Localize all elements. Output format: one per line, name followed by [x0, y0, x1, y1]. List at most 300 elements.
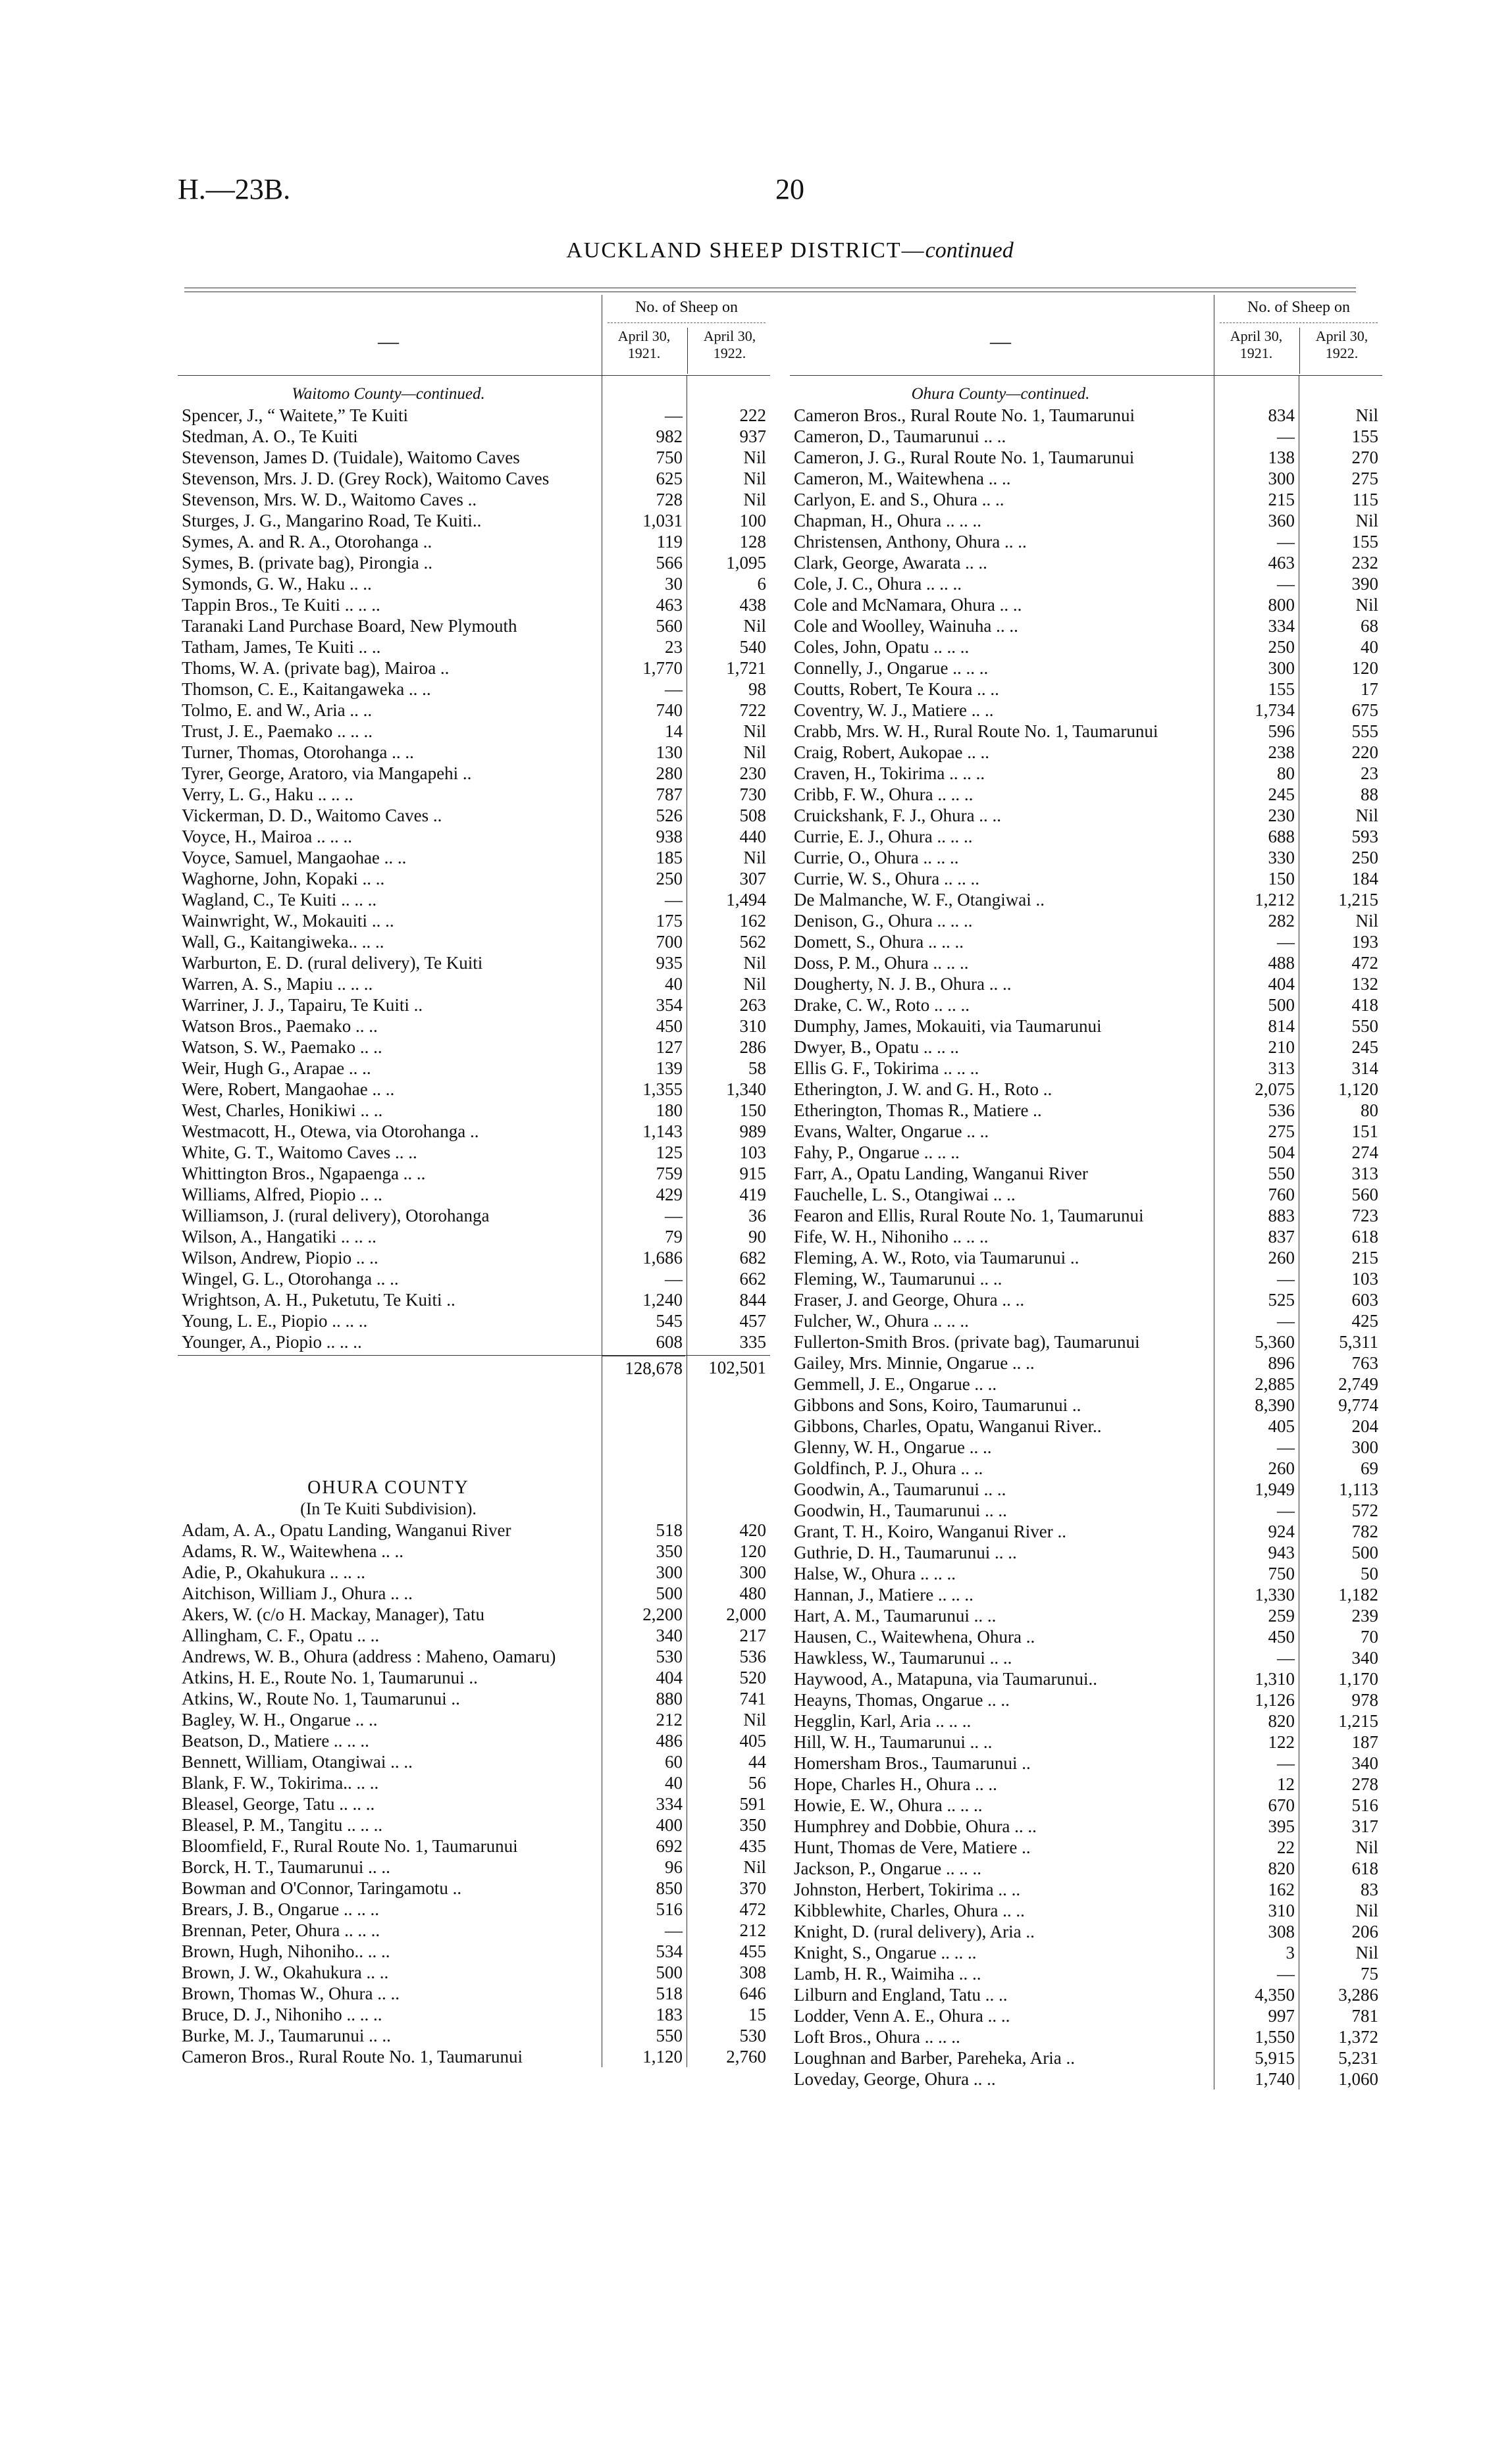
table-row: [790, 721, 1382, 742]
sheep-1921: 2,200: [642, 1604, 683, 1624]
owner-name: Bloomfield, F., Rural Route No. 1, Taumarunui: [182, 1836, 518, 1856]
sheep-1921: 334: [1268, 616, 1295, 636]
sheep-1922: 978: [1351, 1690, 1378, 1710]
table-row: [790, 1837, 1382, 1858]
owner-name: Cameron Bros., Rural Route No. 1, Taumarunui: [182, 2047, 523, 2066]
sheep-1921: 180: [656, 1100, 683, 1120]
table-row: [178, 1793, 770, 1814]
sheep-1921: 500: [656, 1963, 683, 1982]
table-row: [178, 2046, 770, 2067]
sheep-1922: Nil: [1355, 806, 1378, 825]
sheep-1922: 286: [739, 1037, 766, 1057]
page-reference: H.—23B.: [178, 173, 291, 205]
owner-name: Brown, J. W., Okahukura .. ..: [182, 1963, 389, 1982]
table-row: [178, 1878, 770, 1899]
table-row: [790, 447, 1382, 468]
owner-name: Gibbons, Charles, Opatu, Wanganui River..: [794, 1416, 1102, 1436]
owner-name: Chapman, H., Ohura .. .. ..: [794, 511, 981, 530]
sheep-1922: 150: [739, 1100, 766, 1120]
table-row: [790, 2026, 1382, 2047]
owner-name: Gibbons and Sons, Koiro, Taumarunui ..: [794, 1395, 1081, 1415]
sheep-1921: —: [1277, 1964, 1295, 1984]
sheep-1922: 915: [739, 1164, 766, 1183]
sheep-1922: 193: [1351, 932, 1378, 952]
sheep-1921: 450: [656, 1016, 683, 1036]
table-row: [790, 1816, 1382, 1837]
sheep-1921: 463: [656, 595, 683, 615]
table-row: [178, 1247, 770, 1268]
table-row: [178, 1163, 770, 1184]
sheep-1921: 429: [656, 1185, 683, 1204]
sheep-1921: 12: [1277, 1774, 1295, 1794]
sheep-1921: 608: [656, 1332, 683, 1352]
left-rows-waitomo: [178, 405, 770, 1352]
sheep-1922: 217: [739, 1626, 766, 1645]
sheep-1922: 308: [739, 1963, 766, 1982]
sheep-1921: 450: [1268, 1627, 1295, 1647]
sheep-1921: 1,143: [642, 1121, 683, 1141]
table-row: [178, 700, 770, 721]
table-row: [178, 405, 770, 426]
sheep-1921: 14: [665, 721, 683, 741]
sheep-1921: 238: [1268, 742, 1295, 762]
sheep-1922: 1,170: [1338, 1669, 1378, 1689]
sheep-1921: 834: [1268, 405, 1295, 425]
owner-name: Loft Bros., Ohura .. .. ..: [794, 2027, 960, 2047]
owner-name: Cribb, F. W., Ohura .. .. ..: [794, 784, 974, 804]
owner-name: Bleasel, P. M., Tangitu .. .. ..: [182, 1815, 383, 1835]
sheep-1922: Nil: [1355, 595, 1378, 615]
sheep-1922: 75: [1361, 1964, 1378, 1984]
owner-name: Etherington, J. W. and G. H., Roto ..: [794, 1079, 1053, 1099]
table-row: [790, 1121, 1382, 1142]
sheep-1921: —: [1277, 932, 1295, 952]
sheep-1922: 151: [1351, 1121, 1378, 1141]
owner-name: Gemmell, J. E., Ongarue .. ..: [794, 1374, 997, 1394]
sheep-1921: —: [1277, 1501, 1295, 1520]
year-1922-header: April 30, 1922.: [687, 328, 771, 374]
table-row: [178, 1772, 770, 1793]
sheep-1921: 122: [1268, 1732, 1295, 1752]
table-row: [790, 1331, 1382, 1352]
table-row: [178, 1142, 770, 1163]
table-row: [178, 1941, 770, 1962]
table-row: [790, 1521, 1382, 1542]
sheep-1922: Nil: [1355, 1901, 1378, 1920]
table-row: [790, 1079, 1382, 1100]
owner-name: Jackson, P., Ongarue .. .. ..: [794, 1859, 981, 1878]
sheep-1921: 230: [1268, 806, 1295, 825]
table-row: [790, 784, 1382, 805]
sheep-1921: 740: [656, 700, 683, 720]
sheep-1922: 646: [739, 1984, 766, 2003]
owner-name: Drake, C. W., Roto .. .. ..: [794, 995, 970, 1015]
table-row: [178, 426, 770, 447]
table-row: [790, 1458, 1382, 1479]
owner-name: Fleming, W., Taumarunui .. ..: [794, 1269, 1002, 1289]
sheep-1921: 259: [1268, 1606, 1295, 1626]
sheep-1921: 560: [656, 616, 683, 636]
table-row: [178, 1730, 770, 1751]
sheep-1921: 215: [1268, 490, 1295, 509]
page-number: 20: [775, 173, 804, 205]
sheep-1921: 700: [656, 932, 683, 952]
sheep-1922: 5,311: [1339, 1332, 1378, 1352]
table-row: [790, 1205, 1382, 1226]
owner-name: Cameron, M., Waitewhena .. ..: [794, 469, 1011, 488]
owner-name: Kibblewhite, Charles, Ohura .. ..: [794, 1901, 1025, 1920]
sheep-1922: 313: [1351, 1164, 1378, 1183]
sheep-1922: 500: [1351, 1543, 1378, 1562]
sheep-1922: 230: [739, 763, 766, 783]
owner-name: Hegglin, Karl, Aria .. .. ..: [794, 1711, 972, 1731]
owner-name: Fauchelle, L. S., Otangiwai .. ..: [794, 1185, 1016, 1204]
owner-name: Coutts, Robert, Te Koura .. ..: [794, 679, 999, 699]
table-row: [178, 1205, 770, 1226]
sheep-1921: 924: [1268, 1522, 1295, 1541]
sheep-1922: 120: [1351, 658, 1378, 678]
table-row: [178, 510, 770, 531]
owner-name: Cameron Bros., Rural Route No. 1, Taumarunui: [794, 405, 1135, 425]
sheep-1921: 550: [1268, 1164, 1295, 1183]
sheep-1921: 300: [656, 1562, 683, 1582]
owner-name: Trust, J. E., Paemako .. .. ..: [182, 721, 373, 741]
owner-name: Tyrer, George, Aratoro, via Mangapehi ..: [182, 763, 472, 783]
sheep-1921: —: [1277, 1437, 1295, 1457]
table-row: [790, 700, 1382, 721]
sheep-1922: 741: [739, 1689, 766, 1708]
table-row: [178, 1100, 770, 1121]
table-row: [790, 1268, 1382, 1289]
table-row: [790, 531, 1382, 552]
sheep-1922: 550: [1351, 1016, 1378, 1036]
owner-name: Howie, E. W., Ohura .. .. ..: [794, 1795, 983, 1815]
sheep-1921: 330: [1268, 848, 1295, 867]
sheep-1921: 119: [656, 532, 683, 552]
table-row: [790, 1584, 1382, 1605]
owner-name: West, Charles, Honikiwi .. ..: [182, 1100, 383, 1120]
sheep-1922: 206: [1351, 1922, 1378, 1941]
table-row: [178, 1709, 770, 1730]
table-row: [178, 1541, 770, 1562]
owner-name: Dwyer, B., Opatu .. .. ..: [794, 1037, 959, 1057]
owner-name: Dougherty, N. J. B., Ohura .. ..: [794, 974, 1012, 994]
table-row: [790, 1163, 1382, 1184]
sheep-1922: Nil: [743, 616, 766, 636]
sheep-1921: —: [665, 679, 683, 699]
sheep-1922: 1,494: [726, 890, 766, 910]
table-row: [790, 1879, 1382, 1900]
sheep-1921: 463: [1268, 553, 1295, 573]
sheep-1922: 508: [739, 806, 766, 825]
owner-name: Connelly, J., Ongarue .. .. ..: [794, 658, 989, 678]
table-row: [790, 468, 1382, 489]
owner-name: Fullerton-Smith Bros. (private bag), Taumarunui: [794, 1332, 1140, 1352]
sheep-1922: 220: [1351, 742, 1378, 762]
sheep-1921: 282: [1268, 911, 1295, 931]
table-row: [790, 552, 1382, 573]
sheep-1922: 2,749: [1338, 1374, 1378, 1394]
table-row: [790, 1753, 1382, 1774]
sheep-1921: 175: [656, 911, 683, 931]
sheep-1922: 455: [739, 1941, 766, 1961]
sheep-1921: 250: [656, 869, 683, 888]
sheep-1922: 132: [1351, 974, 1378, 994]
sheep-1922: 520: [739, 1668, 766, 1687]
table-row: [178, 973, 770, 994]
table-row: [790, 636, 1382, 657]
sheep-1922: 390: [1351, 574, 1378, 594]
sheep-1922: 420: [739, 1520, 766, 1540]
owner-name: Watson, S. W., Paemako .. ..: [182, 1037, 382, 1057]
sheep-1922: 155: [1351, 426, 1378, 446]
sheep-1922: 300: [739, 1562, 766, 1582]
owner-name: Tolmo, E. and W., Aria .. ..: [182, 700, 373, 720]
sheep-1921: 750: [1268, 1564, 1295, 1583]
sheep-1922: Nil: [743, 1857, 766, 1877]
sheep-1922: 3,286: [1338, 1985, 1378, 2005]
sheep-1922: 50: [1361, 1564, 1378, 1583]
sheep-1922: 70: [1361, 1627, 1378, 1647]
table-row: [178, 1583, 770, 1604]
owner-name: Christensen, Anthony, Ohura .. ..: [794, 532, 1027, 552]
table-row: [790, 405, 1382, 426]
owner-name: Knight, S., Ongarue .. .. ..: [794, 1943, 977, 1963]
sheep-1921: 40: [665, 1773, 683, 1793]
owner-name: White, G. T., Waitomo Caves .. ..: [182, 1142, 417, 1162]
table-row: [178, 1562, 770, 1583]
header-divider: [1220, 322, 1378, 323]
sheep-1922: 204: [1351, 1416, 1378, 1436]
owner-name: Goodwin, A., Taumarunui .. ..: [794, 1479, 1006, 1499]
sheep-1921: 300: [1268, 658, 1295, 678]
owner-name: Etherington, Thomas R., Matiere ..: [794, 1100, 1042, 1120]
sheep-1922: 782: [1351, 1522, 1378, 1541]
table-row: [790, 826, 1382, 847]
sheep-1921: 5,915: [1255, 2048, 1295, 2068]
sheep-1922: Nil: [743, 1710, 766, 1730]
sheep-1922: 314: [1351, 1058, 1378, 1078]
total-row: [178, 1355, 770, 1379]
left-table-body: [178, 376, 770, 2067]
sheep-1922: 2,000: [726, 1604, 766, 1624]
owner-name: Fraser, J. and George, Ohura .. ..: [794, 1290, 1025, 1310]
sheep-1921: 759: [656, 1164, 683, 1183]
sheep-1922: 232: [1351, 553, 1378, 573]
ohura-county-heading: OHURA COUNTY: [307, 1477, 469, 1498]
table-row: [790, 763, 1382, 784]
owner-name: Carlyon, E. and S., Ohura .. ..: [794, 490, 1004, 509]
owner-name: Loveday, George, Ohura .. ..: [794, 2069, 996, 2089]
sheep-1922: 1,215: [1338, 1711, 1378, 1731]
sheep-1922: 1,182: [1338, 1585, 1378, 1604]
table-row: [178, 657, 770, 679]
table-row: [178, 679, 770, 700]
table-row: [790, 1921, 1382, 1942]
table-row: [178, 2025, 770, 2046]
sheep-1922: 215: [1351, 1248, 1378, 1268]
sheep-1921: —: [1277, 1753, 1295, 1773]
sheep-1922: Nil: [743, 490, 766, 509]
sheep-1921: —: [1277, 1269, 1295, 1289]
sheep-1922: 245: [1351, 1037, 1378, 1057]
owner-name: Watson Bros., Paemako .. ..: [182, 1016, 378, 1036]
sheep-1922: 603: [1351, 1290, 1378, 1310]
sheep-1921: 850: [656, 1878, 683, 1898]
sheep-1922: 184: [1351, 869, 1378, 888]
owner-name: Verry, L. G., Haku .. .. ..: [182, 784, 353, 804]
sheep-1922: 340: [1351, 1753, 1378, 1773]
section-heading-text: Ohura County—continued.: [911, 385, 1090, 403]
owner-name: Williamson, J. (rural delivery), Otorohanga: [182, 1206, 490, 1225]
owner-name: Wainwright, W., Mokauiti .. ..: [182, 911, 394, 931]
table-row: [178, 742, 770, 763]
sheep-1921: 96: [665, 1857, 683, 1877]
total-label: [178, 1356, 602, 1379]
owner-name: Hart, A. M., Taumarunui .. ..: [794, 1606, 997, 1626]
sheep-1922: 555: [1351, 721, 1378, 741]
table-row: [178, 1520, 770, 1541]
owner-name: Voyce, H., Mairoa .. .. ..: [182, 827, 352, 846]
table-row: [790, 426, 1382, 447]
sheep-1921: 625: [656, 469, 683, 488]
table-row: [178, 552, 770, 573]
right-table-body: [790, 376, 1382, 2090]
table-row: [790, 1100, 1382, 1121]
sheep-count-header: [602, 295, 771, 375]
table-row: [790, 1247, 1382, 1268]
sheep-1921: —: [665, 890, 683, 910]
sheep-1922: 9,774: [1338, 1395, 1378, 1415]
table-row: [790, 1774, 1382, 1795]
owner-name: Young, L. E., Piopio .. .. ..: [182, 1311, 368, 1331]
sheep-1922: 270: [1351, 448, 1378, 467]
sheep-1921: 310: [1268, 1901, 1295, 1920]
sheep-1922: 480: [739, 1583, 766, 1603]
sheep-1922: 1,215: [1338, 890, 1378, 910]
owner-name: Turner, Thomas, Otorohanga .. ..: [182, 742, 414, 762]
table-row: [178, 1289, 770, 1310]
sheep-1922: 310: [739, 1016, 766, 1036]
sheep-1921: 8,390: [1255, 1395, 1295, 1415]
sheep-1921: 488: [1268, 953, 1295, 973]
sheep-1922: 317: [1351, 1816, 1378, 1836]
owner-name: Burke, M. J., Taumarunui .. ..: [182, 2026, 391, 2045]
owner-name: Brears, J. B., Ongarue .. .. ..: [182, 1899, 379, 1919]
owner-name: Glenny, W. H., Ongarue .. ..: [794, 1437, 992, 1457]
owner-name: Denison, G., Ohura .. .. ..: [794, 911, 973, 931]
sheep-1922: Nil: [1355, 1943, 1378, 1963]
table-row: [790, 1563, 1382, 1584]
sheep-1922: 1,113: [1339, 1479, 1378, 1499]
table-row: [178, 1835, 770, 1857]
sheep-1922: 418: [1351, 995, 1378, 1015]
sheep-1922: 440: [739, 827, 766, 846]
sheep-1921: 1,355: [642, 1079, 683, 1099]
sheep-1922: 593: [1351, 827, 1378, 846]
total-1922: 102,501: [708, 1358, 766, 1377]
table-row: [790, 573, 1382, 594]
sheep-1922: 730: [739, 784, 766, 804]
owner-name: Stevenson, James D. (Tuidale), Waitomo Caves: [182, 448, 520, 467]
sheep-1921: 313: [1268, 1058, 1295, 1078]
table-row: [178, 1962, 770, 1983]
sheep-1921: 334: [656, 1794, 683, 1814]
owner-name: Williams, Alfred, Piopio .. ..: [182, 1185, 382, 1204]
owner-name: Bleasel, George, Tatu .. .. ..: [182, 1794, 375, 1814]
sheep-1922: 263: [739, 995, 766, 1015]
owner-name: Cole and Woolley, Wainuha .. ..: [794, 616, 1018, 636]
owner-name: Dumphy, James, Mokauiti, via Taumarunui: [794, 1016, 1102, 1036]
owner-name: Fulcher, W., Ohura .. .. ..: [794, 1311, 969, 1331]
right-table-header: [790, 295, 1382, 376]
table-row: [790, 1142, 1382, 1163]
sheep-1922: 1,120: [1338, 1079, 1378, 1099]
sheep-1921: 400: [656, 1815, 683, 1835]
sheep-1921: —: [1277, 532, 1295, 552]
sheep-1922: 618: [1351, 1227, 1378, 1246]
owner-name: Were, Robert, Mangaohae .. ..: [182, 1079, 395, 1099]
owner-name: Bruce, D. J., Nihoniho .. .. ..: [182, 2005, 382, 2024]
sheep-1922: 591: [739, 1794, 766, 1814]
table-row: [790, 1668, 1382, 1689]
owner-name: Atkins, H. E., Route No. 1, Taumarunui ..: [182, 1668, 478, 1687]
sheep-1922: 69: [1361, 1458, 1378, 1478]
owner-name: Adam, A. A., Opatu Landing, Wanganui River: [182, 1520, 511, 1540]
sheep-1921: 308: [1268, 1922, 1295, 1941]
sheep-1922: 781: [1351, 2006, 1378, 2026]
sheep-1922: 435: [739, 1836, 766, 1856]
sheep-1921: 210: [1268, 1037, 1295, 1057]
district-title: [395, 238, 1185, 263]
owner-name: Younger, A., Piopio .. .. ..: [182, 1332, 362, 1352]
table-row: [790, 1963, 1382, 1984]
owner-name: Atkins, W., Route No. 1, Taumarunui ..: [182, 1689, 460, 1708]
owner-name: Johnston, Herbert, Tokirima .. ..: [794, 1880, 1021, 1899]
sheep-1921: 1,949: [1255, 1479, 1295, 1499]
table-row: [790, 1395, 1382, 1416]
left-column: [178, 295, 770, 2067]
owner-name: Domett, S., Ohura .. .. ..: [794, 932, 964, 952]
owner-name: Goldfinch, P. J., Ohura .. ..: [794, 1458, 983, 1478]
sheep-1922: Nil: [743, 953, 766, 973]
sheep-1922: 250: [1351, 848, 1378, 867]
sheep-1921: —: [1277, 574, 1295, 594]
table-row: [790, 994, 1382, 1015]
sheep-count-header: [1214, 295, 1383, 375]
sheep-1921: 525: [1268, 1290, 1295, 1310]
table-row: [790, 1647, 1382, 1668]
sheep-1922: 335: [739, 1332, 766, 1352]
table-row: [178, 489, 770, 510]
table-row: [178, 889, 770, 910]
table-row: [178, 1667, 770, 1688]
table-row: [178, 1015, 770, 1037]
sheep-1922: Nil: [743, 448, 766, 467]
sheep-1922: 536: [739, 1647, 766, 1666]
table-row: [178, 1310, 770, 1331]
owner-name: Warren, A. S., Mapiu .. .. ..: [182, 974, 373, 994]
sheep-1921: 1,240: [642, 1290, 683, 1310]
table-row: [178, 468, 770, 489]
table-row: [178, 1688, 770, 1709]
sheep-1922: 103: [739, 1142, 766, 1162]
sheep-1921: 354: [656, 995, 683, 1015]
sheep-1922: 98: [748, 679, 766, 699]
owner-name: Homersham Bros., Taumarunui ..: [794, 1753, 1031, 1773]
sheep-1921: 125: [656, 1142, 683, 1162]
sheep-1922: 5,231: [1338, 2048, 1378, 2068]
